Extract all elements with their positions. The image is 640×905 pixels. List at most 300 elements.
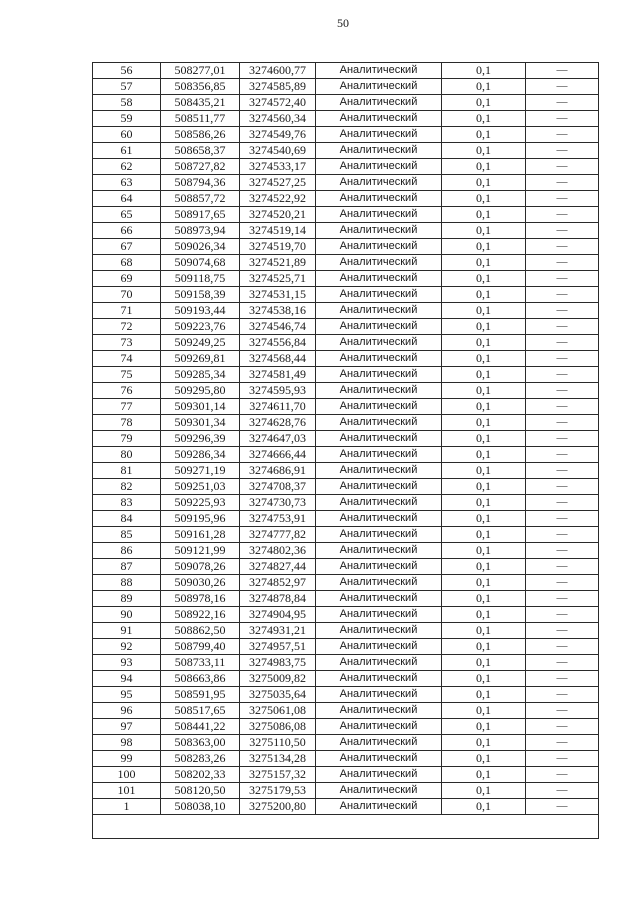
table-row xyxy=(93,639,599,655)
x-coordinate-cell: 509271,19 xyxy=(161,463,240,479)
y-coordinate-cell: 3274647,03 xyxy=(240,431,316,447)
y-coordinate-cell: 3274568,44 xyxy=(240,351,316,367)
method-cell: Аналитический xyxy=(316,479,442,495)
method-cell: Аналитический xyxy=(316,415,442,431)
point-number-cell: 94 xyxy=(93,671,161,687)
table-row xyxy=(93,591,599,607)
y-coordinate-cell: 3274585,89 xyxy=(240,79,316,95)
method-cell: Аналитический xyxy=(316,111,442,127)
y-coordinate-cell: 3274572,40 xyxy=(240,95,316,111)
accuracy-cell: 0,1 xyxy=(442,239,526,255)
y-coordinate-cell: 3275157,32 xyxy=(240,767,316,783)
x-coordinate-cell: 509223,76 xyxy=(161,319,240,335)
accuracy-cell: 0,1 xyxy=(442,111,526,127)
note-cell: — xyxy=(526,495,599,511)
table-row xyxy=(93,111,599,127)
y-coordinate-cell: 3274878,84 xyxy=(240,591,316,607)
accuracy-cell: 0,1 xyxy=(442,319,526,335)
point-number-cell: 61 xyxy=(93,143,161,159)
point-number-cell: 62 xyxy=(93,159,161,175)
table-row xyxy=(93,287,599,303)
note-cell: — xyxy=(526,671,599,687)
note-cell: — xyxy=(526,479,599,495)
note-cell: — xyxy=(526,111,599,127)
x-coordinate-cell: 509301,14 xyxy=(161,399,240,415)
point-number-cell: 88 xyxy=(93,575,161,591)
table-row xyxy=(93,351,599,367)
y-coordinate-cell: 3275061,08 xyxy=(240,703,316,719)
point-number-cell: 86 xyxy=(93,543,161,559)
point-number-cell: 74 xyxy=(93,351,161,367)
coordinates-table-body xyxy=(93,63,599,839)
point-number-cell: 100 xyxy=(93,767,161,783)
note-cell: — xyxy=(526,255,599,271)
point-number-cell: 78 xyxy=(93,415,161,431)
point-number-cell: 84 xyxy=(93,511,161,527)
x-coordinate-cell: 508511,77 xyxy=(161,111,240,127)
accuracy-cell: 0,1 xyxy=(442,335,526,351)
y-coordinate-cell: 3274983,75 xyxy=(240,655,316,671)
point-number-cell: 81 xyxy=(93,463,161,479)
note-cell: — xyxy=(526,703,599,719)
x-coordinate-cell: 509158,39 xyxy=(161,287,240,303)
x-coordinate-cell: 508038,10 xyxy=(161,799,240,815)
table-row xyxy=(93,671,599,687)
x-coordinate-cell: 508363,00 xyxy=(161,735,240,751)
y-coordinate-cell: 3274666,44 xyxy=(240,447,316,463)
note-cell: — xyxy=(526,687,599,703)
table-row xyxy=(93,431,599,447)
point-number-cell: 75 xyxy=(93,367,161,383)
y-coordinate-cell: 3274931,21 xyxy=(240,623,316,639)
point-number-cell: 72 xyxy=(93,319,161,335)
x-coordinate-cell: 509193,44 xyxy=(161,303,240,319)
y-coordinate-cell: 3274556,84 xyxy=(240,335,316,351)
table-row xyxy=(93,367,599,383)
table-row xyxy=(93,767,599,783)
method-cell: Аналитический xyxy=(316,591,442,607)
table-row xyxy=(93,63,599,79)
y-coordinate-cell: 3274533,17 xyxy=(240,159,316,175)
note-cell: — xyxy=(526,799,599,815)
point-number-cell: 57 xyxy=(93,79,161,95)
y-coordinate-cell: 3274521,89 xyxy=(240,255,316,271)
point-number-cell: 68 xyxy=(93,255,161,271)
method-cell: Аналитический xyxy=(316,799,442,815)
note-cell: — xyxy=(526,511,599,527)
empty-cell xyxy=(93,815,599,839)
y-coordinate-cell: 3274538,16 xyxy=(240,303,316,319)
point-number-cell: 101 xyxy=(93,783,161,799)
table-row xyxy=(93,143,599,159)
point-number-cell: 65 xyxy=(93,207,161,223)
accuracy-cell: 0,1 xyxy=(442,783,526,799)
note-cell: — xyxy=(526,271,599,287)
table-row xyxy=(93,207,599,223)
accuracy-cell: 0,1 xyxy=(442,63,526,79)
point-number-cell: 70 xyxy=(93,287,161,303)
method-cell: Аналитический xyxy=(316,255,442,271)
y-coordinate-cell: 3274540,69 xyxy=(240,143,316,159)
note-cell: — xyxy=(526,351,599,367)
accuracy-cell: 0,1 xyxy=(442,271,526,287)
method-cell: Аналитический xyxy=(316,735,442,751)
x-coordinate-cell: 508862,50 xyxy=(161,623,240,639)
x-coordinate-cell: 508922,16 xyxy=(161,607,240,623)
note-cell: — xyxy=(526,783,599,799)
y-coordinate-cell: 3274527,25 xyxy=(240,175,316,191)
note-cell: — xyxy=(526,399,599,415)
x-coordinate-cell: 509249,25 xyxy=(161,335,240,351)
x-coordinate-cell: 508799,40 xyxy=(161,639,240,655)
point-number-cell: 87 xyxy=(93,559,161,575)
x-coordinate-cell: 509251,03 xyxy=(161,479,240,495)
x-coordinate-cell: 508658,37 xyxy=(161,143,240,159)
note-cell: — xyxy=(526,591,599,607)
note-cell: — xyxy=(526,223,599,239)
method-cell: Аналитический xyxy=(316,271,442,287)
accuracy-cell: 0,1 xyxy=(442,703,526,719)
y-coordinate-cell: 3274600,77 xyxy=(240,63,316,79)
y-coordinate-cell: 3274708,37 xyxy=(240,479,316,495)
accuracy-cell: 0,1 xyxy=(442,303,526,319)
note-cell: — xyxy=(526,95,599,111)
accuracy-cell: 0,1 xyxy=(442,383,526,399)
empty-table-row xyxy=(93,815,599,839)
table-row xyxy=(93,623,599,639)
method-cell: Аналитический xyxy=(316,159,442,175)
table-row xyxy=(93,175,599,191)
accuracy-cell: 0,1 xyxy=(442,207,526,223)
x-coordinate-cell: 509118,75 xyxy=(161,271,240,287)
point-number-cell: 90 xyxy=(93,607,161,623)
method-cell: Аналитический xyxy=(316,191,442,207)
method-cell: Аналитический xyxy=(316,79,442,95)
method-cell: Аналитический xyxy=(316,383,442,399)
table-row xyxy=(93,479,599,495)
x-coordinate-cell: 508591,95 xyxy=(161,687,240,703)
accuracy-cell: 0,1 xyxy=(442,95,526,111)
point-number-cell: 85 xyxy=(93,527,161,543)
note-cell: — xyxy=(526,447,599,463)
table-row xyxy=(93,687,599,703)
note-cell: — xyxy=(526,319,599,335)
y-coordinate-cell: 3274730,73 xyxy=(240,495,316,511)
table-row xyxy=(93,415,599,431)
table-row xyxy=(93,159,599,175)
point-number-cell: 73 xyxy=(93,335,161,351)
accuracy-cell: 0,1 xyxy=(442,351,526,367)
accuracy-cell: 0,1 xyxy=(442,175,526,191)
point-number-cell: 71 xyxy=(93,303,161,319)
method-cell: Аналитический xyxy=(316,95,442,111)
y-coordinate-cell: 3275035,64 xyxy=(240,687,316,703)
accuracy-cell: 0,1 xyxy=(442,223,526,239)
note-cell: — xyxy=(526,79,599,95)
table-row xyxy=(93,751,599,767)
method-cell: Аналитический xyxy=(316,703,442,719)
accuracy-cell: 0,1 xyxy=(442,719,526,735)
x-coordinate-cell: 509161,28 xyxy=(161,527,240,543)
table-row xyxy=(93,191,599,207)
method-cell: Аналитический xyxy=(316,463,442,479)
point-number-cell: 56 xyxy=(93,63,161,79)
accuracy-cell: 0,1 xyxy=(442,671,526,687)
table-row xyxy=(93,463,599,479)
point-number-cell: 64 xyxy=(93,191,161,207)
point-number-cell: 59 xyxy=(93,111,161,127)
note-cell: — xyxy=(526,719,599,735)
point-number-cell: 58 xyxy=(93,95,161,111)
y-coordinate-cell: 3274852,97 xyxy=(240,575,316,591)
x-coordinate-cell: 509225,93 xyxy=(161,495,240,511)
accuracy-cell: 0,1 xyxy=(442,575,526,591)
method-cell: Аналитический xyxy=(316,239,442,255)
table-row xyxy=(93,271,599,287)
note-cell: — xyxy=(526,191,599,207)
y-coordinate-cell: 3274549,76 xyxy=(240,127,316,143)
table-row xyxy=(93,223,599,239)
note-cell: — xyxy=(526,575,599,591)
table-row xyxy=(93,559,599,575)
table-row xyxy=(93,783,599,799)
table-row xyxy=(93,655,599,671)
point-number-cell: 80 xyxy=(93,447,161,463)
x-coordinate-cell: 508441,22 xyxy=(161,719,240,735)
table-row xyxy=(93,239,599,255)
x-coordinate-cell: 509286,34 xyxy=(161,447,240,463)
y-coordinate-cell: 3274777,82 xyxy=(240,527,316,543)
method-cell: Аналитический xyxy=(316,511,442,527)
method-cell: Аналитический xyxy=(316,335,442,351)
accuracy-cell: 0,1 xyxy=(442,399,526,415)
x-coordinate-cell: 508973,94 xyxy=(161,223,240,239)
method-cell: Аналитический xyxy=(316,607,442,623)
point-number-cell: 77 xyxy=(93,399,161,415)
method-cell: Аналитический xyxy=(316,367,442,383)
table-row xyxy=(93,255,599,271)
point-number-cell: 60 xyxy=(93,127,161,143)
note-cell: — xyxy=(526,415,599,431)
x-coordinate-cell: 508857,72 xyxy=(161,191,240,207)
note-cell: — xyxy=(526,639,599,655)
y-coordinate-cell: 3274525,71 xyxy=(240,271,316,287)
method-cell: Аналитический xyxy=(316,63,442,79)
point-number-cell: 63 xyxy=(93,175,161,191)
accuracy-cell: 0,1 xyxy=(442,511,526,527)
y-coordinate-cell: 3275179,53 xyxy=(240,783,316,799)
x-coordinate-cell: 508435,21 xyxy=(161,95,240,111)
coordinates-table xyxy=(92,62,599,839)
table-row xyxy=(93,79,599,95)
y-coordinate-cell: 3274611,70 xyxy=(240,399,316,415)
point-number-cell: 82 xyxy=(93,479,161,495)
x-coordinate-cell: 508586,26 xyxy=(161,127,240,143)
table-row xyxy=(93,127,599,143)
accuracy-cell: 0,1 xyxy=(442,527,526,543)
table-row xyxy=(93,399,599,415)
note-cell: — xyxy=(526,63,599,79)
table-row xyxy=(93,447,599,463)
x-coordinate-cell: 509074,68 xyxy=(161,255,240,271)
x-coordinate-cell: 508663,86 xyxy=(161,671,240,687)
method-cell: Аналитический xyxy=(316,207,442,223)
note-cell: — xyxy=(526,543,599,559)
method-cell: Аналитический xyxy=(316,671,442,687)
x-coordinate-cell: 509026,34 xyxy=(161,239,240,255)
point-number-cell: 83 xyxy=(93,495,161,511)
point-number-cell: 1 xyxy=(93,799,161,815)
x-coordinate-cell: 509269,81 xyxy=(161,351,240,367)
accuracy-cell: 0,1 xyxy=(442,655,526,671)
x-coordinate-cell: 508283,26 xyxy=(161,751,240,767)
y-coordinate-cell: 3274522,92 xyxy=(240,191,316,207)
x-coordinate-cell: 509121,99 xyxy=(161,543,240,559)
note-cell: — xyxy=(526,655,599,671)
method-cell: Аналитический xyxy=(316,399,442,415)
page-number: 50 xyxy=(337,16,349,30)
point-number-cell: 92 xyxy=(93,639,161,655)
y-coordinate-cell: 3275134,28 xyxy=(240,751,316,767)
accuracy-cell: 0,1 xyxy=(442,479,526,495)
table-row xyxy=(93,319,599,335)
accuracy-cell: 0,1 xyxy=(442,79,526,95)
method-cell: Аналитический xyxy=(316,575,442,591)
point-number-cell: 96 xyxy=(93,703,161,719)
point-number-cell: 91 xyxy=(93,623,161,639)
table-row xyxy=(93,527,599,543)
note-cell: — xyxy=(526,175,599,191)
note-cell: — xyxy=(526,383,599,399)
table-row xyxy=(93,303,599,319)
method-cell: Аналитический xyxy=(316,639,442,655)
accuracy-cell: 0,1 xyxy=(442,127,526,143)
accuracy-cell: 0,1 xyxy=(442,687,526,703)
y-coordinate-cell: 3274519,70 xyxy=(240,239,316,255)
method-cell: Аналитический xyxy=(316,559,442,575)
accuracy-cell: 0,1 xyxy=(442,639,526,655)
x-coordinate-cell: 508202,33 xyxy=(161,767,240,783)
method-cell: Аналитический xyxy=(316,431,442,447)
table-row xyxy=(93,511,599,527)
note-cell: — xyxy=(526,559,599,575)
y-coordinate-cell: 3274753,91 xyxy=(240,511,316,527)
table-row xyxy=(93,495,599,511)
y-coordinate-cell: 3275086,08 xyxy=(240,719,316,735)
method-cell: Аналитический xyxy=(316,175,442,191)
y-coordinate-cell: 3274904,95 xyxy=(240,607,316,623)
x-coordinate-cell: 508356,85 xyxy=(161,79,240,95)
y-coordinate-cell: 3274686,91 xyxy=(240,463,316,479)
accuracy-cell: 0,1 xyxy=(442,287,526,303)
note-cell: — xyxy=(526,127,599,143)
table-row xyxy=(93,543,599,559)
note-cell: — xyxy=(526,303,599,319)
accuracy-cell: 0,1 xyxy=(442,495,526,511)
table-row xyxy=(93,735,599,751)
accuracy-cell: 0,1 xyxy=(442,607,526,623)
accuracy-cell: 0,1 xyxy=(442,559,526,575)
method-cell: Аналитический xyxy=(316,783,442,799)
note-cell: — xyxy=(526,143,599,159)
note-cell: — xyxy=(526,751,599,767)
accuracy-cell: 0,1 xyxy=(442,143,526,159)
accuracy-cell: 0,1 xyxy=(442,255,526,271)
accuracy-cell: 0,1 xyxy=(442,367,526,383)
accuracy-cell: 0,1 xyxy=(442,543,526,559)
x-coordinate-cell: 509195,96 xyxy=(161,511,240,527)
x-coordinate-cell: 509285,34 xyxy=(161,367,240,383)
table-row xyxy=(93,799,599,815)
accuracy-cell: 0,1 xyxy=(442,767,526,783)
note-cell: — xyxy=(526,159,599,175)
note-cell: — xyxy=(526,463,599,479)
method-cell: Аналитический xyxy=(316,543,442,559)
method-cell: Аналитический xyxy=(316,719,442,735)
note-cell: — xyxy=(526,735,599,751)
accuracy-cell: 0,1 xyxy=(442,623,526,639)
accuracy-cell: 0,1 xyxy=(442,751,526,767)
point-number-cell: 69 xyxy=(93,271,161,287)
x-coordinate-cell: 508794,36 xyxy=(161,175,240,191)
method-cell: Аналитический xyxy=(316,687,442,703)
x-coordinate-cell: 508733,11 xyxy=(161,655,240,671)
y-coordinate-cell: 3274957,51 xyxy=(240,639,316,655)
method-cell: Аналитический xyxy=(316,751,442,767)
note-cell: — xyxy=(526,367,599,383)
x-coordinate-cell: 509030,26 xyxy=(161,575,240,591)
table-row xyxy=(93,575,599,591)
method-cell: Аналитический xyxy=(316,767,442,783)
point-number-cell: 98 xyxy=(93,735,161,751)
y-coordinate-cell: 3274531,15 xyxy=(240,287,316,303)
accuracy-cell: 0,1 xyxy=(442,431,526,447)
accuracy-cell: 0,1 xyxy=(442,591,526,607)
x-coordinate-cell: 508517,65 xyxy=(161,703,240,719)
table-row xyxy=(93,335,599,351)
y-coordinate-cell: 3274802,36 xyxy=(240,543,316,559)
method-cell: Аналитический xyxy=(316,127,442,143)
point-number-cell: 67 xyxy=(93,239,161,255)
note-cell: — xyxy=(526,287,599,303)
method-cell: Аналитический xyxy=(316,303,442,319)
note-cell: — xyxy=(526,527,599,543)
note-cell: — xyxy=(526,207,599,223)
point-number-cell: 93 xyxy=(93,655,161,671)
method-cell: Аналитический xyxy=(316,527,442,543)
y-coordinate-cell: 3274546,74 xyxy=(240,319,316,335)
table-row xyxy=(93,95,599,111)
x-coordinate-cell: 508120,50 xyxy=(161,783,240,799)
note-cell: — xyxy=(526,431,599,447)
accuracy-cell: 0,1 xyxy=(442,463,526,479)
table-row xyxy=(93,383,599,399)
accuracy-cell: 0,1 xyxy=(442,799,526,815)
method-cell: Аналитический xyxy=(316,143,442,159)
y-coordinate-cell: 3274560,34 xyxy=(240,111,316,127)
x-coordinate-cell: 509295,80 xyxy=(161,383,240,399)
method-cell: Аналитический xyxy=(316,447,442,463)
y-coordinate-cell: 3275110,50 xyxy=(240,735,316,751)
x-coordinate-cell: 509301,34 xyxy=(161,415,240,431)
note-cell: — xyxy=(526,335,599,351)
x-coordinate-cell: 509296,39 xyxy=(161,431,240,447)
point-number-cell: 66 xyxy=(93,223,161,239)
point-number-cell: 79 xyxy=(93,431,161,447)
method-cell: Аналитический xyxy=(316,655,442,671)
x-coordinate-cell: 508727,82 xyxy=(161,159,240,175)
point-number-cell: 97 xyxy=(93,719,161,735)
